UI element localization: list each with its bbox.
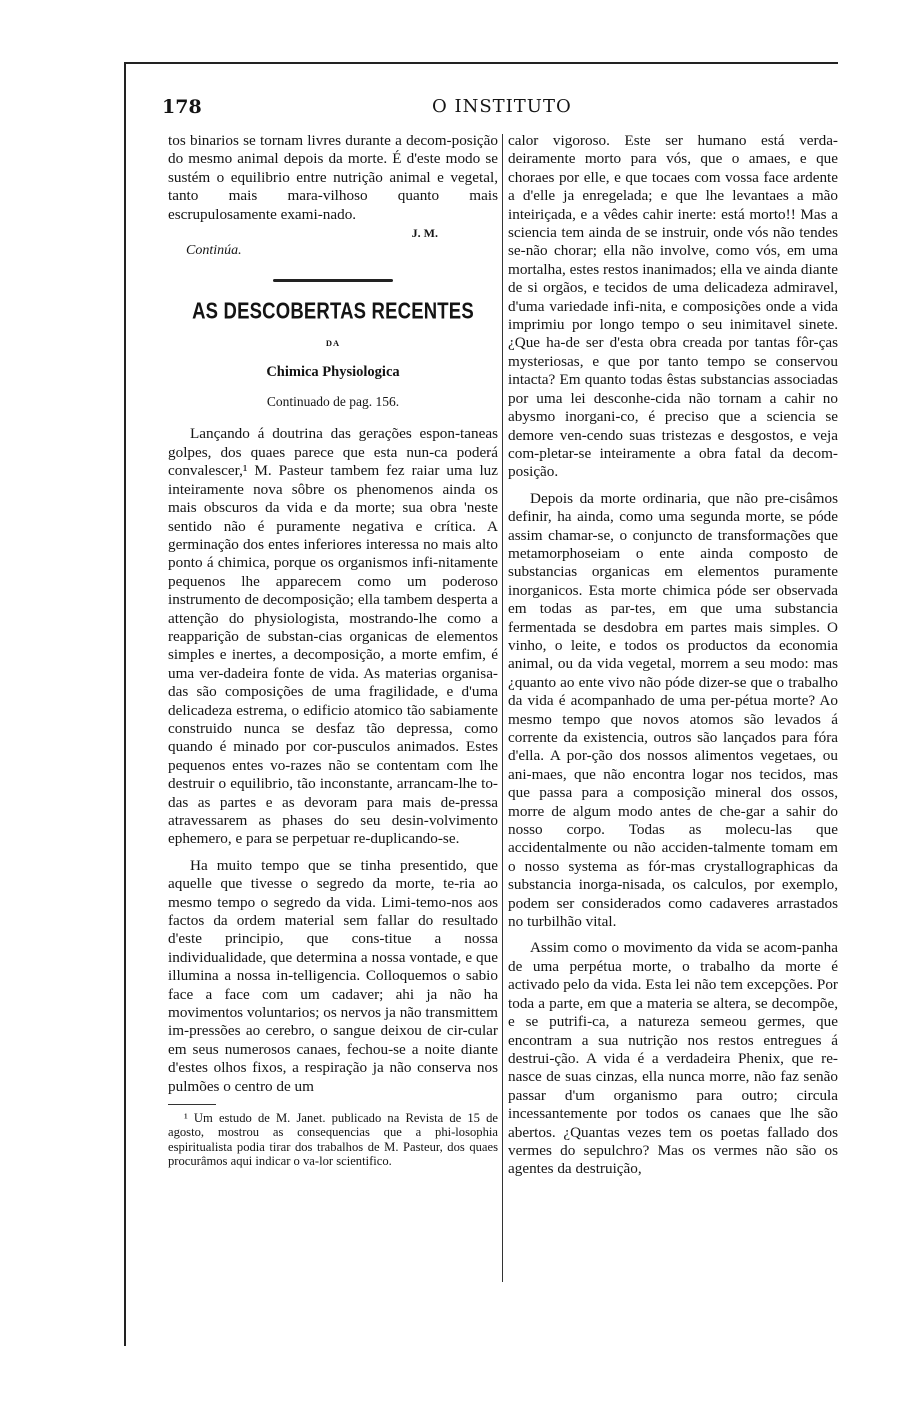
left-column [168, 132, 498, 1168]
section-separator [273, 279, 393, 282]
body-paragraph: Lançando á doutrina das gerações espon-taneas golpes, dos quaes parece que esta nun-ca poderá convalescer,¹ M. Pasteur tambem fez raiar uma luz inteiramente nova sôbre os phenomenos ainda os mais obscuros da vida e da morte; sua obra 'neste sentido não é puramente negativa e crítica. A germinação dos entes inferiores interessa no mais alto ponto á chimica, porque os organismos infi-nitamente pequenos lhe apparecem como um poderoso instrumento de decomposição; ella tambem desperta a attenção do physiologista, mostrando-lhe como a reapparição de substan-cias organicas de elementos simples e inertes, a decomposição, a morte emfim, é uma ver-dadeira fonte de vida. As materias organisa-das são composições de uma fragilidade, e d'uma delicadeza estrema, o edificio atomico tão sabiamente construido nunca se desfaz tão depressa, como quando é minado por cor-pusculos animados. Estes pequenos entes vo-razes não se contentam com lhe destruir o equilibrio, tão inconstante, arrancam-lhe to-das as partes e as devoram para mais de-pressa atravessarem as phases do seu desin-volvimento ephemero, e para se perpetuar re-duplicando-se. [168, 425, 498, 848]
signature-line [168, 224, 498, 242]
article-subtitle: Chimica Physiologica [266, 363, 400, 380]
footnote-rule [168, 1104, 216, 1105]
continued-from: Continuado de pag. 156. [266, 394, 400, 410]
page-header [162, 96, 842, 126]
body-paragraph: Depois da morte ordinaria, que não pre-cisâmos definir, ha ainda, como uma segunda morte, se póde assim chamar-se, o conjuncto de transformações que metamorphoseiam o ente ainda composto de substancias organicas em elementos puramente inorganicos. Esta morte chimica póde ser observada em todas as par-tes, em que uma substancia fermentada se desdobra em partes mais simples. O vinho, o leite, e todos os productos da economia animal, ou da vida vegetal, morrem a seu modo: mas ¿quanto ao ente vivo não póde dizer-se que o trabalho da vida é acompanhado de uma per-pétua morte? Ao mesmo tempo que novos atomos são levados á corrente da existencia, outros são lançados para fóra d'ella. A por-ção dos nossos alimentos vegetaes, ou ani-maes, que não encontra logar nos tecidos, mas que passa para a composição mineral dos ossos, morre de algum modo antes de che-gar a sahir do nosso corpo. Todas as molecu-las que accidentalmente ou não acciden-talmente tomam em o nosso systema as fór-mas crystallographicas da substancia inorga-nisada, os calculos, por exemplo, podem ser considerados como cadaveres arrastados no turbilhão vital. [508, 489, 838, 931]
right-column [508, 132, 838, 1179]
running-title: O INSTITUTO [432, 96, 572, 117]
signature: J. M. [411, 226, 438, 241]
page-number: 178 [162, 96, 202, 118]
article-title: AS DESCOBERTAS RECENTES [192, 297, 474, 324]
body-paragraph: Ha muito tempo que se tinha presentido, que aquelle que tivesse o segredo da morte, te-ria ao mesmo tempo o segredo da vida. Limi-temo-nos aos factos da ordem material sem fallar do resultado d'este principio, que cons-titue a nossa individualidade, que determina a nossa vontade, e que illumina a nossa in-telligencia. Colloquemos o sabio face a face com um cadaver; ahi ja não ha movimentos voluntarios; os nervos ja não transmittem im-pressões ao cerebro, o sangue deixou de cir-cular em seus numerosos canaes, fechou-se a noite diante d'estes olhos fixos, a respiração ja não conserva nos pulmões o centro de um [168, 856, 498, 1095]
body-paragraph: Assim como o movimento da vida se acom-panha de uma perpétua morte, o trabalho da morte é activado pelo da vida. Esta lei não tem excepções. Por toda a parte, em que a materia se altera, se decompõe, e se putrifi-ca, a natureza semeou germes, que encontram a sua nutrição nos restos entregues á destrui-ção. A vida é a verdadeira Phenix, que re-nasce de suas cinzas, ella nunca morre, não faz senão passar d'um organismo para outro; circula incessantemente por todos os canaes que lhe são abertos. ¿Quantas vezes tem os poetas fallado dos vermes do sepulchro? Mas os vermes não são os agentes da destruição, [508, 939, 838, 1178]
article-da: DA [325, 338, 341, 349]
footnote: ¹ Um estudo de M. Janet. publicado na Revista de 15 de agosto, mostrou as consequencias que a phi-losophia espiritualista podia tirar dos trabalhos de M. Pasteur, dos quaes procurâmos aqui indicar o va-lor scientifico. [168, 1111, 498, 1168]
body-paragraph: calor vigoroso. Este ser humano está verda-deiramente morto para vós, que o amaes, e que choraes por elle, e que tocaes com vossa face ardente a d'elle ja enregelada; e que lhe levantaes a mão inteiriçada, e a vêdes cahir inerte: está morto!! Mas a sciencia tem ainda de se instruir, onde vós não tendes se-não chorar; ella não involve, como vós, em uma mortalha, estes restos inanimados; ella ve ainda diante de si orgãos, e tecidos de uma delicadeza admiravel, d'uma variedade infi-nita, e composições onde a vida imprimiu por longo tempo o seu inimitavel sinete. ¿Que ha-de ser d'esta obra creada por tantas fôr-ças mysteriosas, e que por tanto tempo se conservou intacta? Em quanto todas êstas substancias associadas por uma lei desconhe-cida não tornam a cahir no abysmo inorgani-co, é preciso que a sciencia se demore ven-cendo suas tristezas e desgostos, e veja com-pletar-se inteiramente a obra fatal da decom-posição. [508, 132, 838, 481]
continua-note: Continúa. [186, 243, 242, 259]
column-divider [502, 134, 503, 1282]
intro-paragraph: tos binarios se tornam livres durante a decom-posição do mesmo animal depois da morte. É d'este modo se sustém o equilibrio entre nutrição animal e vegetal, tanto mais mara-vilhoso quanto mais escrupulosamente exami-nado. [168, 132, 498, 223]
